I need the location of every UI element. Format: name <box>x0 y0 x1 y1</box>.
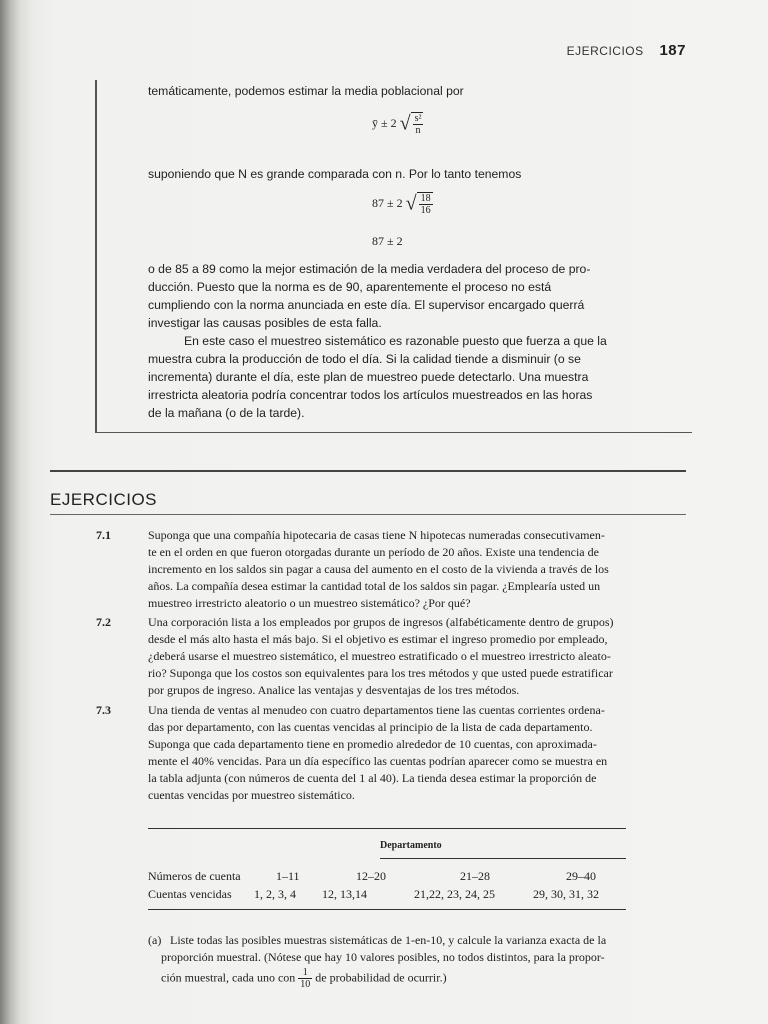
box-paragraph-line: irrestricta aleatoria podría concentrar todos los artículos muestreados en las horas <box>148 388 593 402</box>
section-title: EJERCICIOS <box>50 490 158 509</box>
exercise-text-line: mente el 40% vencidas. Para un día específico las cuentas podrían aparecer como se muestra en <box>148 754 608 768</box>
fraction-numerator: 18 <box>420 193 431 204</box>
sqrt-symbol: √ <box>399 112 411 135</box>
box-text-line: suponiendo que N es grande comparada con n. Por lo tanto tenemos <box>148 167 522 181</box>
formula-lhs: 87 ± 2 <box>372 195 403 210</box>
box-paragraph-line: investigar las causas posibles de esta falla. <box>148 316 382 330</box>
table-rule-bottom <box>148 909 626 910</box>
table-cell: 29, 30, 31, 32 <box>533 887 599 901</box>
exercise-number: 7.1 <box>96 528 111 542</box>
table-cell: 21,22, 23, 24, 25 <box>414 887 495 901</box>
box-paragraph-line: o de 85 a 89 como la mejor estimación de la media verdadera del proceso de pro- <box>148 262 591 276</box>
part-a-text-line <box>161 967 447 990</box>
exercise-text-line: rio? Suponga que los costos son equivalentes para los tres métodos y que usted puede estratificar <box>148 666 613 680</box>
formula-fraction <box>419 193 433 216</box>
table-cell: 1–11 <box>276 869 300 883</box>
exercise-text-line: la tabla adjunta (con números de cuenta del 1 al 40). La tienda desea estimar la proporción de <box>148 771 597 785</box>
table-row-label: Cuentas vencidas <box>148 887 232 901</box>
fraction-one-tenth <box>298 967 312 990</box>
box-paragraph-line: ducción. Puesto que la norma es de 90, aparentemente el proceso no está <box>148 280 552 294</box>
table-cell: 12–20 <box>356 869 386 883</box>
exercise-text-line: Suponga que cada departamento tiene en promedio alrededor de 10 cuentas, con aproximada- <box>148 737 597 751</box>
section-rule-top <box>50 470 686 472</box>
fraction-denominator: n <box>415 125 421 136</box>
section-rule-bottom <box>50 514 686 515</box>
part-a-text: ción muestral, cada uno con <box>161 970 296 985</box>
fraction-denominator: 10 <box>300 979 311 990</box>
table-header: Departamento <box>380 840 442 851</box>
exercise-text-line: cuentas vencidas por muestreo sistemático. <box>148 788 355 802</box>
exercise-text-line: incremento en los saldos sin pagar a causa del aumento en el costo de la vivienda a través de los <box>148 562 609 576</box>
exercise-number: 7.2 <box>96 615 111 629</box>
table-rule-top <box>148 828 626 829</box>
formula-numeric <box>372 192 433 216</box>
formula-result: 87 ± 2 <box>372 234 403 248</box>
table-row-label: Números de cuenta <box>148 869 241 883</box>
fraction-numerator: 1 <box>298 967 312 979</box>
box-paragraph-line: muestra cubra la producción de todo el día. Si la calidad tiende a disminuir (o se <box>148 352 581 366</box>
box-paragraph-line: cumpliendo con la norma anunciada en este día. El supervisor encargado querrá <box>148 298 585 312</box>
exercise-text-line: ¿deberá usarse el muestreo sistemático, el muestreo estratificado o el muestreo irrestricto aleato- <box>148 649 611 663</box>
exercise-text-line: Una tienda de ventas al menudeo con cuatro departamentos tiene las cuentas corrientes ordena- <box>148 703 605 717</box>
exercise-text-line: desde el más alto hasta el más bajo. Si el objetivo es estimar el ingreso promedio por empleado, <box>148 632 608 646</box>
part-a-text-line: proporción muestral. (Nótese que hay 10 valores posibles, no todos distintos, para la propor- <box>161 950 605 964</box>
box-paragraph-line: de la mañana (o de la tarde). <box>148 406 305 420</box>
running-head <box>567 42 686 59</box>
box-text-line: temáticamente, podemos estimar la media poblacional por <box>148 84 464 98</box>
fraction-denominator: 16 <box>420 205 431 216</box>
formula-fraction <box>413 113 424 136</box>
exercise-text-line: Una corporación lista a los empleados por grupos de ingresos (alfabéticamente dentro de grupos) <box>148 615 614 629</box>
sqrt-symbol: √ <box>405 192 417 215</box>
part-a-text: de probabilidad de ocurrir.) <box>315 970 447 985</box>
box-paragraph-line: incrementa) durante el día, este plan de muestreo puede detectarlo. Una muestra <box>148 370 589 384</box>
table-rule-header <box>380 858 626 859</box>
formula-lhs: ȳ ± 2 <box>372 115 397 130</box>
exercise-text-line: te en el orden en que fueron otorgadas durante un período de 20 años. Existe una tendencia de <box>148 545 599 559</box>
table-cell: 29–40 <box>566 869 596 883</box>
exercise-text-line: años. La compañía desea estimar la cantidad total de los saldos sin pagar. ¿Emplearía usted un <box>148 579 601 593</box>
part-a-text-line: Liste todas las posibles muestras sistemáticas de 1-en-10, y calcule la varianza exacta de la <box>170 933 607 947</box>
fraction-numerator: s² <box>414 113 422 124</box>
page-number: 187 <box>659 42 686 59</box>
exercise-text-line: muestreo irrestricto aleatorio o un muestreo sistemático? ¿Por qué? <box>148 596 471 610</box>
formula-radicand <box>411 112 424 136</box>
table-cell: 1, 2, 3, 4 <box>254 887 296 901</box>
exercise-number: 7.3 <box>96 703 111 717</box>
formula-mean-estimate <box>372 112 423 136</box>
running-head-title: EJERCICIOS <box>566 44 644 58</box>
exercise-text-line: por grupos de ingreso. Analice las ventajas y desventajas de los tres métodos. <box>148 683 520 697</box>
exercise-text-line: Suponga que una compañía hipotecaria de casas tiene N hipotecas numeradas consecutivamen- <box>148 528 605 542</box>
table-cell: 12, 13,14 <box>322 887 367 901</box>
box-paragraph-line: En este caso el muestreo sistemático es razonable puesto que fuerza a que la <box>184 334 607 348</box>
part-a-label: (a) <box>148 933 162 947</box>
formula-radicand <box>417 192 433 216</box>
table-cell: 21–28 <box>460 869 490 883</box>
exercise-text-line: das por departamento, con las cuentas vencidas al principio de la lista de cada departamento. <box>148 720 593 734</box>
